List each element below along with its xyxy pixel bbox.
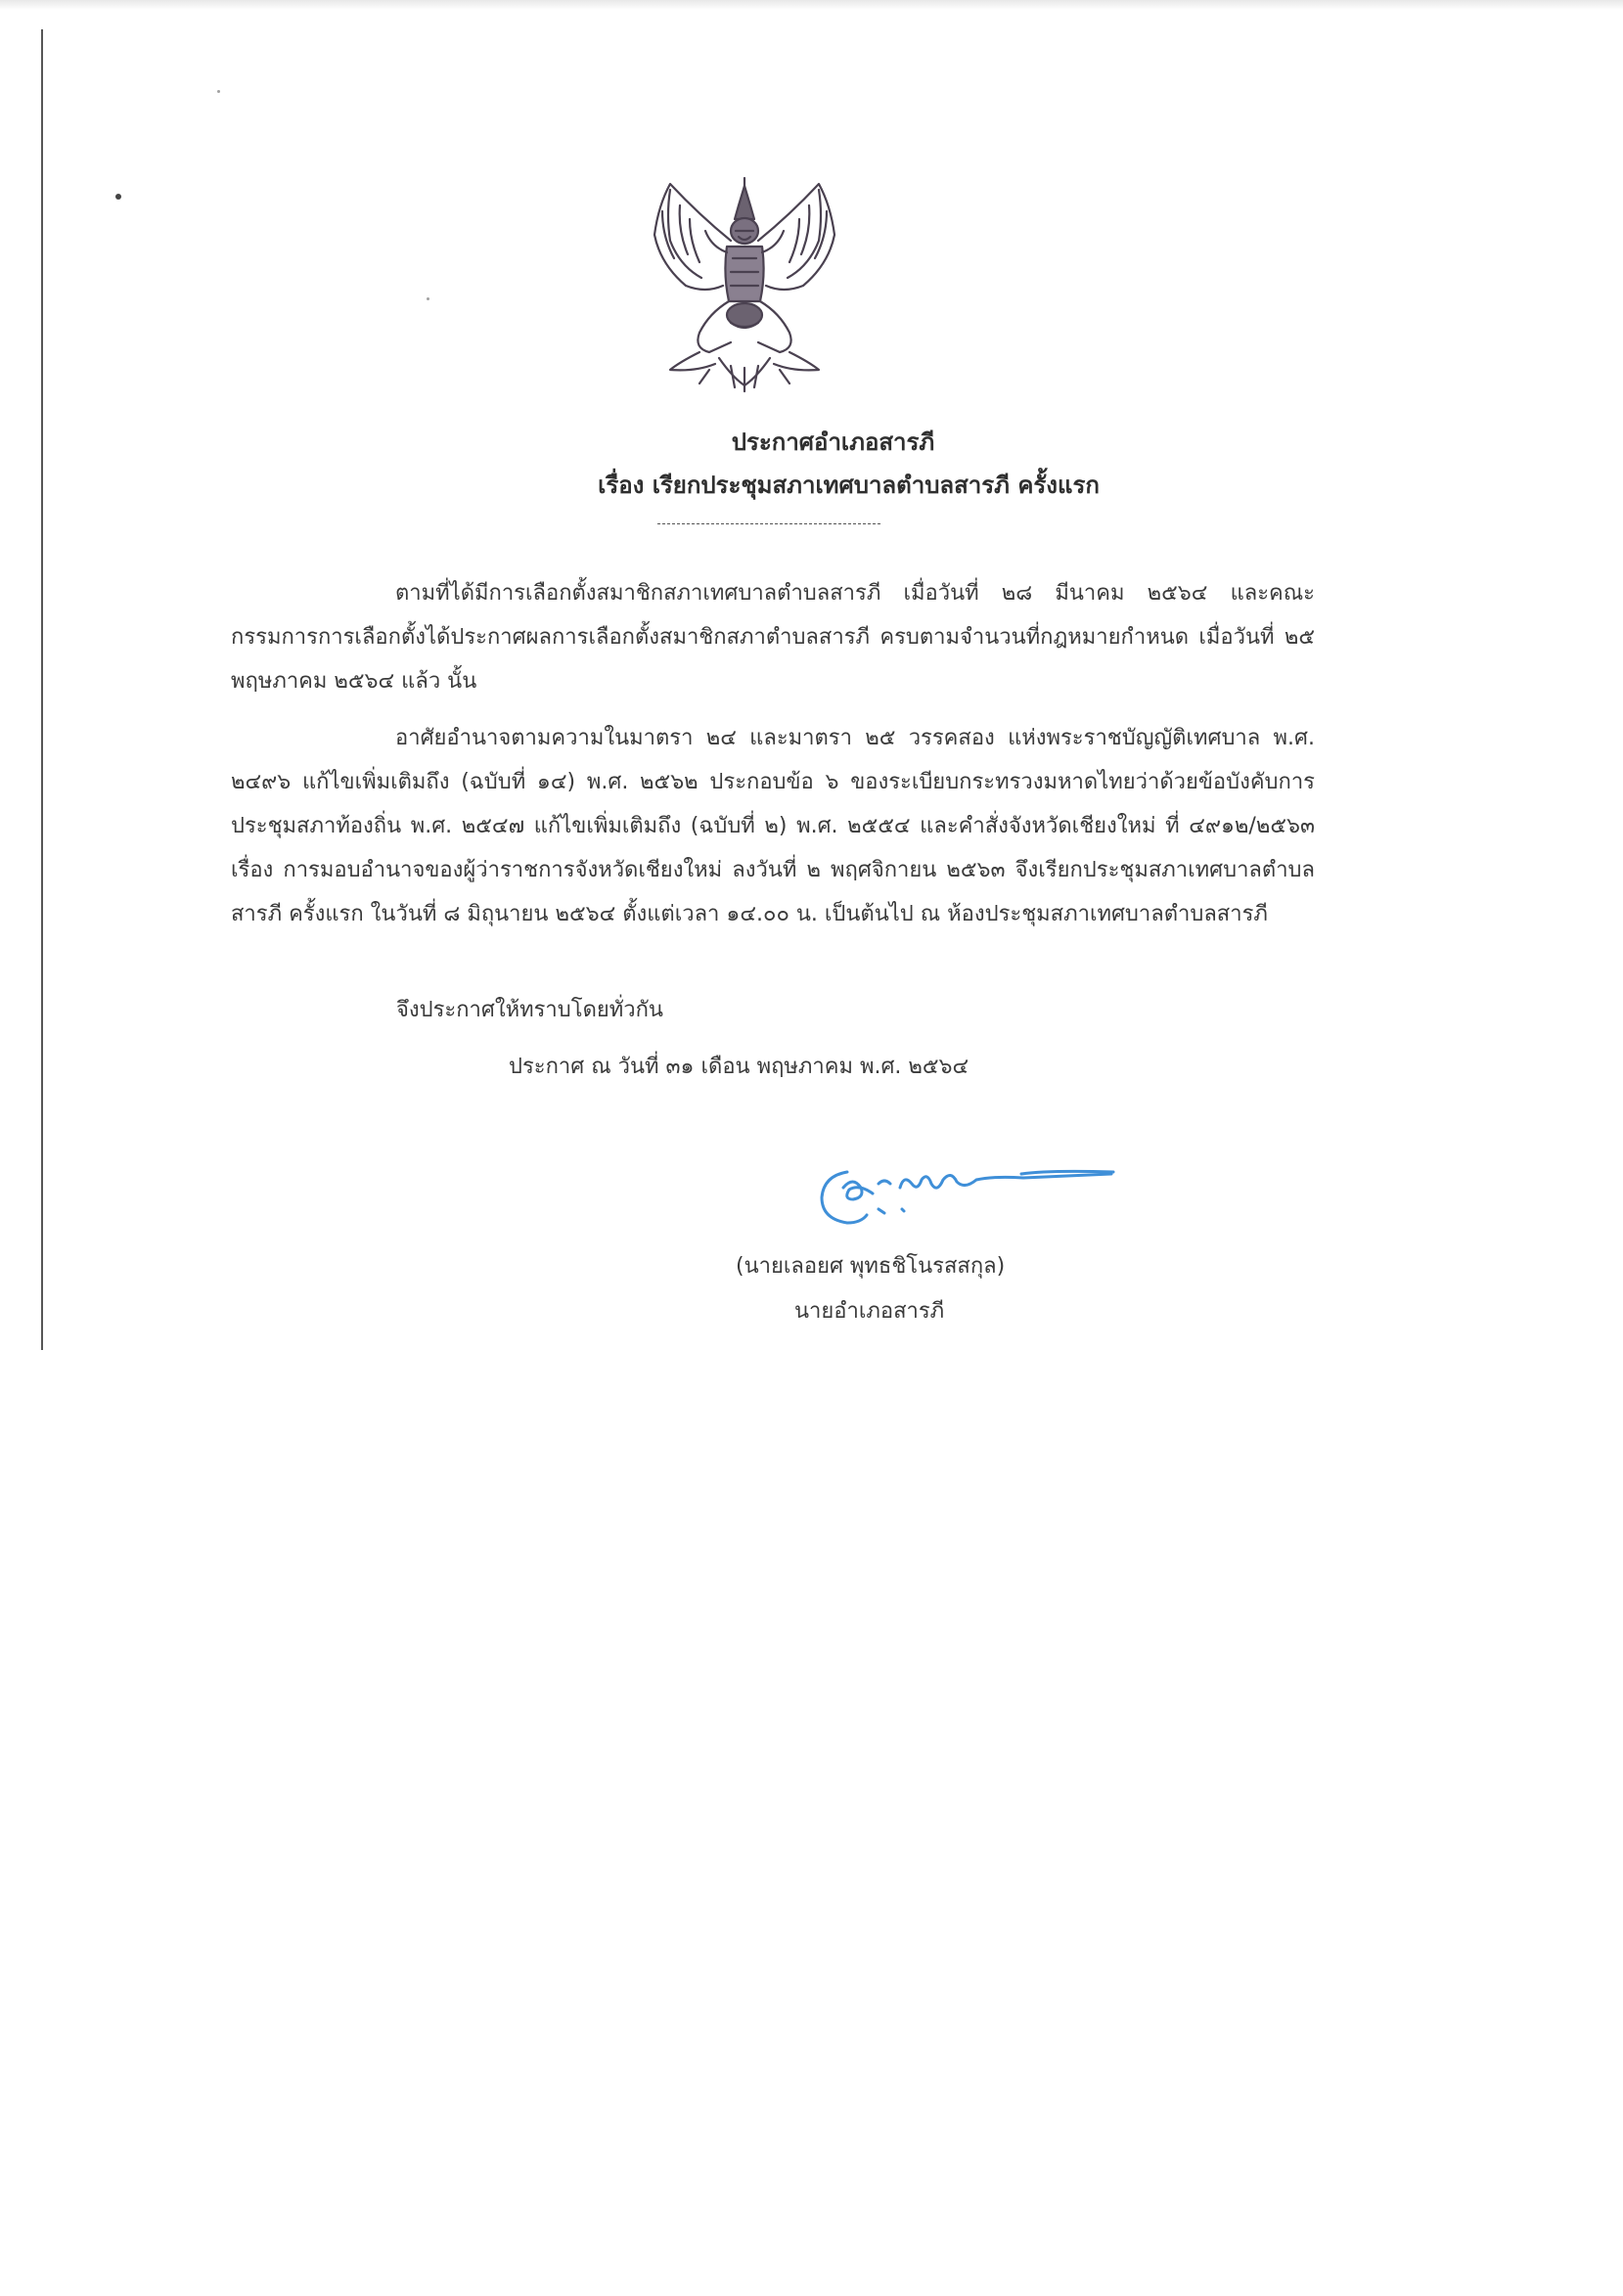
header-divider [657,523,880,524]
scan-left-edge [41,29,43,1350]
closing-statement: จึงประกาศให้ทราบโดยทั่วกัน [396,998,663,1022]
signer-name: (นายเลอยศ พุทธชิโนรสสกุล) [736,1254,1006,1279]
document-title: ประกาศอำเภอสารภี [731,428,935,456]
handwritten-signature [814,1154,1127,1233]
scan-speck [115,194,121,200]
body-paragraph-1: ตามที่ได้มีการเลือกตั้งสมาชิกสภาเทศบาลตำบลสารภี เมื่อวันที่ ๒๘ มีนาคม ๒๕๖๔ และคณะกรรมการการเลือกตั้งได้ประกาศผลการเลือกตั้งสมาชิกสภาตำบลสารภี ครบตามจำนวนที่กฎหมายกำหนด เมื่อวันที่ ๒๕ พฤษภาคม ๒๕๖๔ แล้ว นั้น [231,581,1315,694]
signer-position: นายอำเภอสารภี [794,1299,945,1324]
announcement-date: ประกาศ ณ วันที่ ๓๑ เดือน พฤษภาคม พ.ศ. ๒๕๖๔ [509,1055,969,1079]
scan-speck [427,297,429,300]
scan-top-shade [0,0,1623,10]
body-paragraph-2: อาศัยอำนาจตามความในมาตรา ๒๔ และมาตรา ๒๕ วรรคสอง แห่งพระราชบัญญัติเทศบาล พ.ศ. ๒๔๙๖ แก้ไขเพิ่มเติมถึง (ฉบับที่ ๑๔) พ.ศ. ๒๕๖๒ ประกอบข้อ ๖ ของระเบียบกระทรวงมหาดไทยว่าด้วยข้อบังคับการประชุมสภาท้องถิ่น พ.ศ. ๒๕๔๗ แก้ไขเพิ่มเติมถึง (ฉบับที่ ๒) พ.ศ. ๒๕๕๔ และคำสั่งจังหวัดเชียงใหม่ ที่ ๔๙๑๒/๒๕๖๓ เรื่อง การมอบอำนาจของผู้ว่าราชการจังหวัดเชียงใหม่ ลงวันที่ ๒ พฤศจิกายน ๒๕๖๓ จึงเรียกประชุมสภาเทศบาลตำบลสารภี ครั้งแรก ในวันที่ ๘ มิถุนายน ๒๕๖๔ ตั้งแต่เวลา ๑๔.๐๐ น. เป็นต้นไป ณ ห้องประชุมสภาเทศบาลตำบลสารภี [231,726,1315,926]
scan-speck [217,90,220,93]
document-subject: เรื่อง เรียกประชุมสภาเทศบาลตำบลสารภี ครั้งแรก [598,472,1100,499]
garuda-emblem-icon [641,176,848,393]
